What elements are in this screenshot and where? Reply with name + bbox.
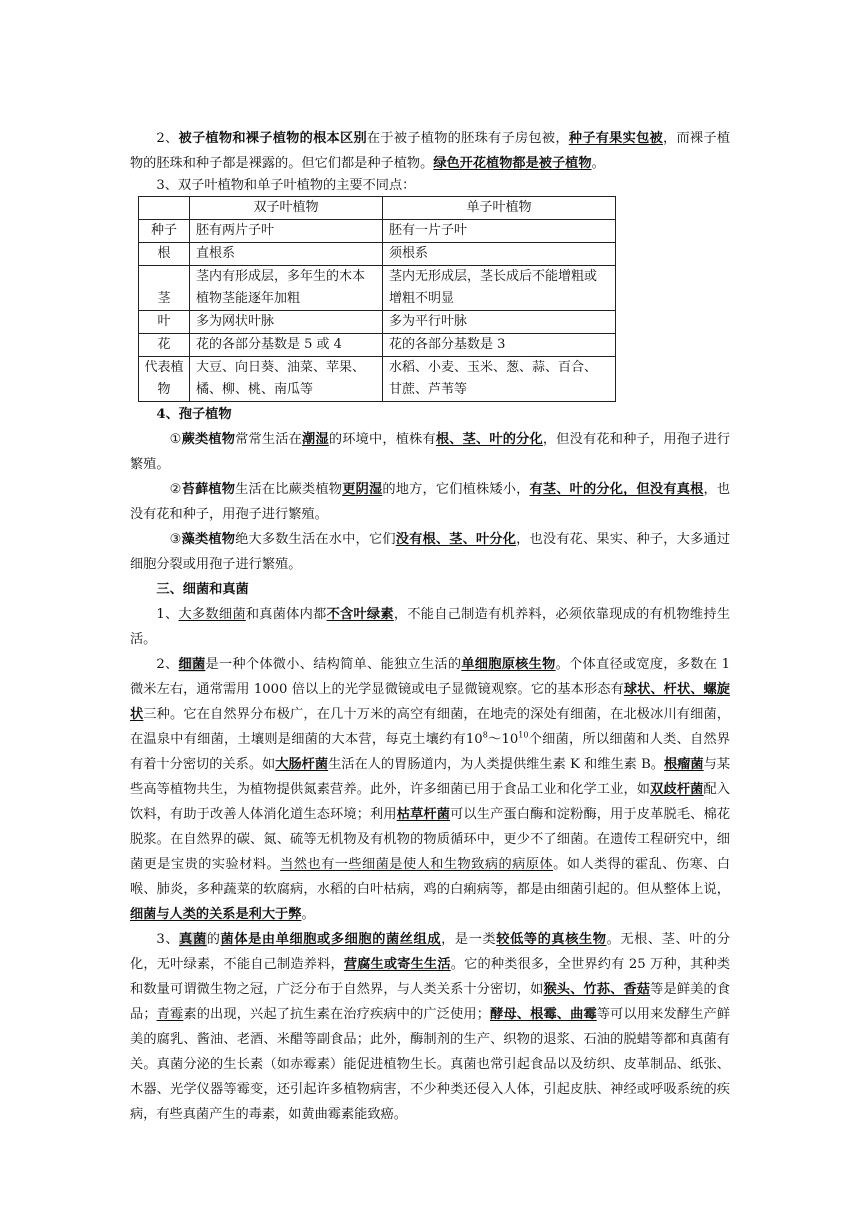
paragraph-dicot-intro: 3、双子叶植物和单子叶植物的主要不同点： bbox=[156, 178, 416, 193]
table-row bbox=[139, 243, 616, 266]
text: 个细菌，所以细菌和人类、自然界有着十分密切的关系。如 bbox=[130, 732, 731, 772]
text: 2、 bbox=[156, 657, 179, 672]
table-cell: 胚有一片子叶 bbox=[383, 220, 616, 243]
text: 等可以用来发酵生产鲜美的腐乳、酱油、老酒、米醋等副食品；此外，酶制剂的生产、织物的退浆、石油的脱蜡等都和真菌有关。真菌分泌的生长素（如赤霉素）能促进植物生长。真菌也常引起食品以及纺织、皮革制品、纸张、木器、光学仪器等霉变，还引起许多植物病害，不少种类还侵入人体，引起皮肤、神经或呼吸系统的疾病，有些真菌产生的毒素，如黄曲霉素能致癌。 bbox=[130, 1007, 731, 1122]
paragraph-fern bbox=[130, 427, 730, 477]
document-page bbox=[130, 126, 730, 1127]
text: 的环境中，植株有 bbox=[328, 432, 436, 447]
key-term-underlined: 根瘤菌 bbox=[664, 757, 704, 772]
text: ，不能自己制造有机养料，必须依靠现成的有机物维持生活。 bbox=[130, 607, 731, 647]
superscript: 8 bbox=[482, 730, 488, 740]
paragraph-algae bbox=[130, 527, 730, 577]
comparison-table bbox=[138, 196, 616, 402]
text: 在于被子植物的胚珠有子房包被， bbox=[366, 131, 569, 146]
key-term-underlined: 根、茎、叶的分化 bbox=[435, 432, 543, 447]
text: ，而裸子植物的胚珠和种子都是裸露的。但它们都是种子植物。 bbox=[130, 131, 731, 171]
text: 素的出现，兴起了抗生素在治疗疾病中的广泛使用； bbox=[183, 1007, 490, 1022]
table-row bbox=[139, 266, 616, 311]
text: 生活在比蕨类植物 bbox=[235, 482, 343, 497]
paragraph-moss bbox=[130, 477, 730, 527]
table-cell: 大豆、向日葵、油菜、苹果、橘、柳、桃、南瓜等 bbox=[190, 357, 383, 402]
key-term-underlined: 较低等的真核生物 bbox=[496, 932, 607, 947]
key-term-underlined: 细菌与人类的关系是利大于弊 bbox=[130, 907, 302, 922]
table-row bbox=[139, 311, 616, 334]
table-cell: 多为平行叶脉 bbox=[383, 311, 616, 334]
key-term-underlined: 更阴湿 bbox=[342, 482, 383, 497]
underlined-term: 青霉 bbox=[156, 1007, 184, 1022]
text: ，但没有花和种子，用孢子进行繁殖。 bbox=[130, 432, 731, 472]
text: 等是鲜美的食品； bbox=[130, 982, 731, 1022]
text: ② bbox=[169, 482, 182, 497]
key-term-underlined: 菌体是由单细胞或多细胞的菌丝组成 bbox=[220, 932, 442, 947]
row-label: 叶 bbox=[139, 311, 190, 334]
text: 3、 bbox=[156, 932, 180, 947]
text: 和真菌体内都 bbox=[245, 607, 327, 622]
text: ③ bbox=[169, 532, 182, 547]
text: 绝大多数生活在水中，它们 bbox=[235, 532, 396, 547]
row-label: 茎 bbox=[139, 266, 190, 311]
key-term-underlined: 营腐生或寄生生活 bbox=[343, 957, 451, 972]
section-heading: 4、孢子植物 bbox=[156, 407, 232, 422]
table-cell: 须根系 bbox=[383, 243, 616, 266]
key-term-underlined: 球状、杆状、螺旋状 bbox=[130, 682, 730, 722]
text: ，是一类 bbox=[441, 932, 497, 947]
table-cell: 茎内有形成层，多年生的木本植物茎能逐年加粗 bbox=[190, 266, 383, 311]
underlined-term: 当然也有一些细菌是使人和生物致病的病原体 bbox=[280, 857, 554, 872]
key-term: 被子植物和裸子植物的根本区别 bbox=[178, 131, 367, 146]
text: ① bbox=[169, 432, 182, 447]
row-label: 代表植物 bbox=[139, 357, 190, 402]
table-cell bbox=[139, 197, 190, 220]
text: 常常生活在 bbox=[235, 432, 303, 447]
text: 的地方，它们植株矮小， bbox=[382, 482, 530, 497]
table-cell: 水稻、小麦、玉米、葱、蒜、百合、甘蔗、芦苇等 bbox=[383, 357, 616, 402]
table-header: 双子叶植物 bbox=[190, 197, 383, 220]
key-term: 藻类植物 bbox=[181, 532, 236, 547]
key-term-highlighted: 细菌 bbox=[178, 657, 206, 672]
text: ，也没有花、果实、种子，大多通过细胞分裂或用孢子进行繁殖。 bbox=[130, 532, 731, 572]
row-label: 根 bbox=[139, 243, 190, 266]
heading-spore-plants bbox=[130, 402, 730, 427]
text: 的 bbox=[206, 932, 221, 947]
table-row bbox=[139, 334, 616, 357]
key-term-underlined: 双歧杆菌 bbox=[650, 782, 704, 797]
key-term-underlined: 枯草杆菌 bbox=[396, 807, 451, 822]
table-cell: 直根系 bbox=[190, 243, 383, 266]
text: 。个体直径或宽度，多数在 1 微米左右，通常需用 1000 倍以上的光学显微镜或电子显微镜观察。它的基本形态有 bbox=[130, 657, 731, 697]
text: 10 bbox=[465, 732, 483, 747]
text: 。 bbox=[301, 907, 315, 922]
key-term-underlined: 酵母、根霉、曲霉 bbox=[489, 1007, 597, 1022]
text: 生活在人的胃肠道内，为人类提供维生素 K 和维生素 B。 bbox=[328, 757, 664, 772]
table-cell: 茎内无形成层，茎长成后不能增粗或增粗不明显 bbox=[383, 266, 616, 311]
text: 三种。它在自然界分布极广，在几十万米的高空有细菌，在地壳的深处有细菌，在北极冰川有细菌，在温泉中有细菌，土壤则是细菌的大本营，每克土壤约有 bbox=[130, 707, 731, 747]
table-cell: 花的各部分基数是 5 或 4 bbox=[190, 334, 383, 357]
table-cell: 胚有两片子叶 bbox=[190, 220, 383, 243]
text: 配入饮料，有助于改善人体消化道生态环境；利用 bbox=[130, 782, 731, 822]
text: 是一种个体微小、结构简单、能独立生活的 bbox=[205, 657, 462, 672]
paragraph-fungi bbox=[130, 927, 730, 1127]
paragraph-angiosperm bbox=[130, 126, 730, 176]
text: 1、 bbox=[156, 607, 179, 622]
text: 与某些高等植物共生，为植物提供氮素营养。此外，许多细菌已用于食品工业和化学工业，如 bbox=[130, 757, 731, 797]
text: ，也没有花和种子，用孢子进行繁殖。 bbox=[130, 482, 731, 522]
key-term-underlined: 单细胞原核生物 bbox=[461, 657, 556, 672]
key-term-underlined: 潮湿 bbox=[302, 432, 329, 447]
underlined-term: 大多数细菌 bbox=[178, 607, 246, 622]
key-term: 蕨类植物 bbox=[181, 432, 236, 447]
key-term-underlined: 种子有果实包被 bbox=[568, 131, 663, 146]
text: 2、 bbox=[156, 131, 179, 146]
key-term-underlined: 大肠杆菌 bbox=[275, 757, 329, 772]
text: ～10 bbox=[487, 732, 519, 747]
paragraph-bacteria-1 bbox=[130, 602, 730, 652]
key-term-underlined: 绿色开花植物都是被子植物 bbox=[433, 156, 592, 171]
table-header: 单子叶植物 bbox=[383, 197, 616, 220]
key-term-underlined: 不含叶绿素 bbox=[326, 607, 394, 622]
paragraph-bacteria-2 bbox=[130, 652, 730, 927]
text: 。如人类得的霍乱、伤寒、白喉、肺炎，多种蔬菜的软腐病，水稻的白叶枯病，鸡的白痢病等，都是由细菌引起的。但从整体上说， bbox=[130, 857, 731, 897]
table-cell: 花的各部分基数是 3 bbox=[383, 334, 616, 357]
text: 。 bbox=[591, 156, 605, 171]
row-label: 种子 bbox=[139, 220, 190, 243]
table-cell: 多为网状叶脉 bbox=[190, 311, 383, 334]
superscript: 10 bbox=[518, 730, 529, 740]
key-term-highlighted: 真菌 bbox=[179, 932, 207, 947]
section-heading: 三、细菌和真菌 bbox=[156, 582, 249, 597]
key-term-underlined: 有茎、叶的分化，但没有真根 bbox=[529, 482, 704, 497]
heading-bacteria-fungi bbox=[130, 577, 730, 602]
key-term: 苔藓植物 bbox=[181, 482, 236, 497]
text: 。无根、茎、叶的分化，无叶绿素，不能自己制造养料， bbox=[130, 932, 731, 972]
key-term-underlined: 没有根、茎、叶分化 bbox=[395, 532, 517, 547]
text: 。它的种类很多，全世界约有 25 万种，其种类和数量可谓微生物之冠，广泛分布于自然界，与人类关系十分密切，如 bbox=[130, 957, 731, 997]
key-term-underlined: 猴头、竹荪、香菇 bbox=[543, 982, 651, 997]
table-header-row bbox=[139, 197, 616, 220]
table-row bbox=[139, 220, 616, 243]
table-row bbox=[139, 357, 616, 402]
row-label: 花 bbox=[139, 334, 190, 357]
text: 可以生产蛋白酶和淀粉酶，用于皮革脱毛、棉花脱浆。在自然界的碳、氮、硫等无机物及有机物的物质循环中，更少不了细菌。在遗传工程研究中，细菌更是宝贵的实验材料。 bbox=[130, 807, 731, 872]
